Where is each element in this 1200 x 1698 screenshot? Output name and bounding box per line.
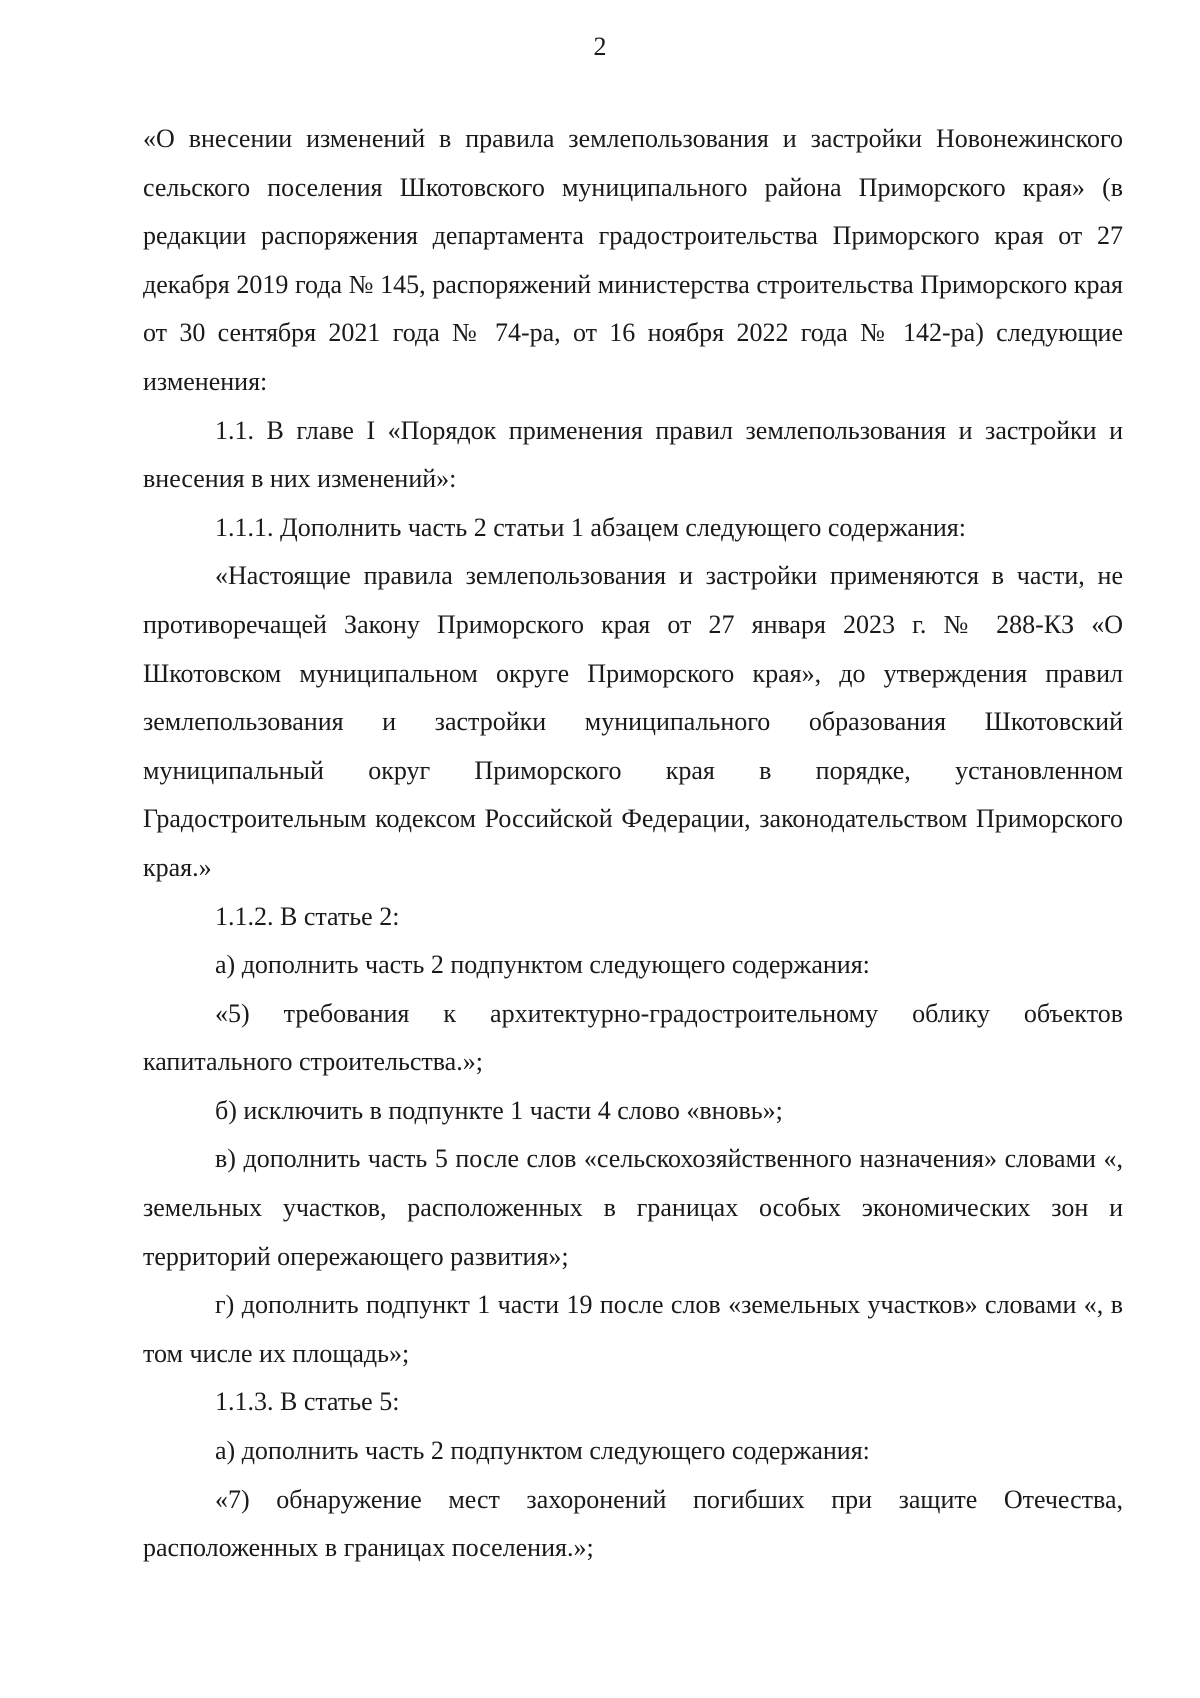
- paragraph-quoted-item-5: «5) требования к архитектурно-градостроительному облику объектов капитального строительства.»;: [143, 998, 1123, 1077]
- paragraph-1-1-2: 1.1.2. В статье 2:: [215, 901, 400, 931]
- paragraph-1-1-3: 1.1.3. В статье 5:: [215, 1387, 400, 1417]
- paragraph-item-a-2: а) дополнить часть 2 подпунктом следующего содержания:: [215, 1436, 870, 1466]
- paragraph-quoted-rule: «Настоящие правила землепользования и застройки применяются в части, не противоречащей Закону Приморского края от 27 января 2023 г. № 288-КЗ «О Шкотовском муниципальном округе Приморского края», до утверждения правил землепользования и застройки муниципального образования Шкотовский муниципальный округ Приморского края в порядке, установленном Градостроительным кодексом Российской Федерации, законодательством Приморского края.»: [143, 561, 1123, 882]
- page-number: 2: [593, 32, 607, 61]
- paragraph-item-v: в) дополнить часть 5 после слов «сельскохозяйственного назначения» словами «, земельных участков, расположенных в границах особых экономических зон и территорий опережающего развития»;: [143, 1144, 1123, 1271]
- paragraph-item-g: г) дополнить подпункт 1 части 19 после слов «земельных участков» словами «, в том числе их площадь»;: [143, 1290, 1123, 1368]
- paragraph-item-b: б) исключить в подпункте 1 части 4 слово «вновь»;: [215, 1095, 783, 1125]
- document-body: [143, 115, 1123, 1573]
- paragraph-item-a: а) дополнить часть 2 подпунктом следующего содержания:: [215, 950, 870, 980]
- paragraph-intro-continuation: «О внесении изменений в правила землепользования и застройки Новонежинского сельского поселения Шкотовского муниципального района Приморского края» (в редакции распоряжения департамента градостроительства Приморского края от 27 декабря 2019 года № 145, распоряжений министерства строительства Приморского края от 30 сентября 2021 года № 74-ра, от 16 ноября 2022 года № 142-ра) следующие изменения:: [143, 124, 1123, 396]
- paragraph-1-1: 1.1. В главе I «Порядок применения правил землепользования и застройки и внесения в них изменений»:: [143, 415, 1123, 494]
- paragraph-1-1-1: 1.1.1. Дополнить часть 2 статьи 1 абзацем следующего содержания:: [215, 512, 966, 542]
- paragraph-quoted-item-7: «7) обнаружение мест захоронений погибших при защите Отечества, расположенных в границах поселения.»;: [143, 1484, 1123, 1563]
